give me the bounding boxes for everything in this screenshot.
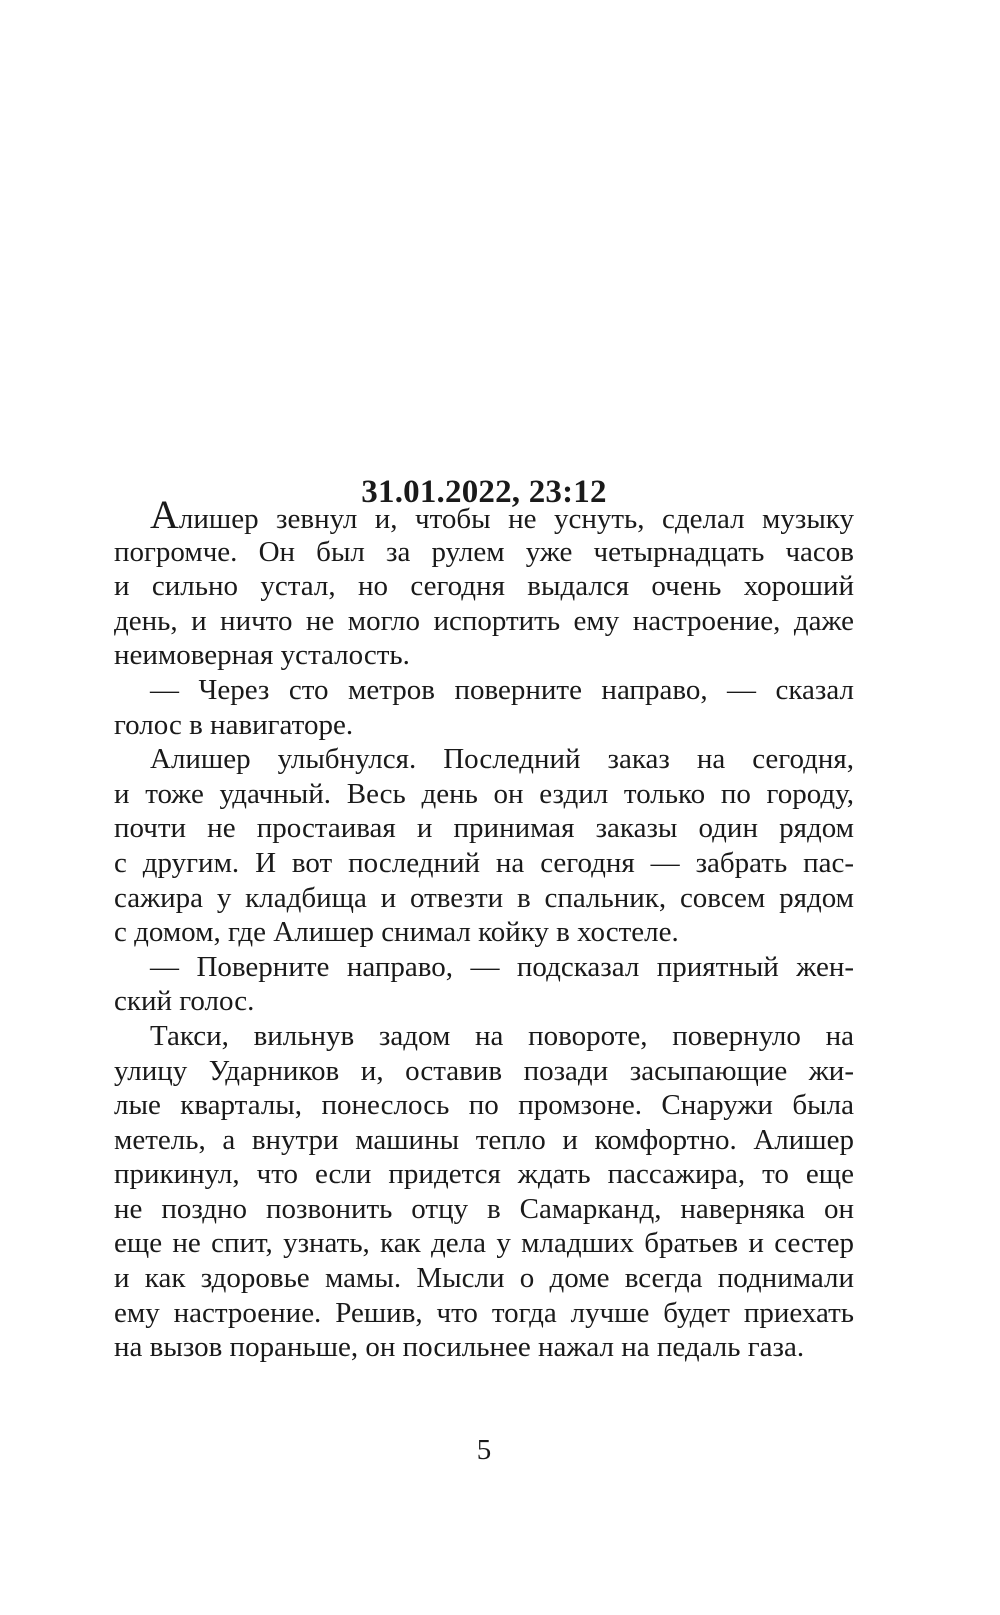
text-line: метель, а внутри машины тепло и комфортно. Алишер <box>114 1123 854 1156</box>
text-line: день, и ничто не могло испортить ему настроение, даже <box>114 604 854 637</box>
text-line: Алишер зевнул и, чтобы не уснуть, сделал музыку <box>150 492 854 537</box>
text-line: с другим. И вот последний на сегодня — забрать пас- <box>114 846 854 879</box>
text-line: сажира у кладбища и отвезти в спальник, совсем рядом <box>114 881 854 914</box>
text-line: неимоверная усталость. <box>114 639 410 672</box>
paragraph <box>114 950 854 1019</box>
text-line: и тоже удачный. Весь день он ездил только по городу, <box>114 777 854 810</box>
text-line: голос в навигаторе. <box>114 708 354 741</box>
text-line: — Через сто метров поверните направо, — сказал <box>150 673 854 706</box>
chapter-title: 31.01.2022, 23:12 <box>361 474 607 511</box>
text-line: прикинул, что если придется ждать пассажира, то еще <box>114 1158 854 1191</box>
text-line: ский голос. <box>114 985 255 1018</box>
text-line: почти не простаивая и принимая заказы один рядом <box>114 812 854 845</box>
text-line: и как здоровье мамы. Мысли о доме всегда поднимали <box>114 1262 854 1295</box>
text-line: еще не спит, узнать, как дела у младших братьев и сестер <box>114 1227 854 1260</box>
drop-cap: А <box>150 492 179 537</box>
text-line: с домом, где Алишер снимал койку в хостеле. <box>114 916 679 949</box>
paragraph <box>114 1019 854 1365</box>
text-line: лые кварталы, понеслось по промзоне. Снаружи была <box>114 1089 854 1122</box>
text-line: не поздно позвонить отцу в Самарканд, наверняка он <box>114 1192 854 1225</box>
text-line: улицу Ударников и, оставив позади засыпающие жи- <box>114 1054 854 1087</box>
text-line: погромче. Он был за рулем уже четырнадцать часов <box>114 535 854 568</box>
book-page <box>114 0 854 1615</box>
text-line: и сильно устал, но сегодня выдался очень хороший <box>114 570 854 603</box>
text-line: Такси, вильнув задом на повороте, повернуло на <box>150 1019 854 1052</box>
text-line: на вызов пораньше, он посильнее нажал на педаль газа. <box>114 1331 805 1364</box>
text-line: Алишер улыбнулся. Последний заказ на сегодня, <box>150 743 854 776</box>
text-line: ему настроение. Решив, что тогда лучше будет приехать <box>114 1296 854 1329</box>
page-number: 5 <box>476 1434 492 1466</box>
text-line: — Поверните направо, — подсказал приятный жен- <box>150 950 854 983</box>
paragraph <box>114 673 854 742</box>
paragraph <box>114 742 854 950</box>
